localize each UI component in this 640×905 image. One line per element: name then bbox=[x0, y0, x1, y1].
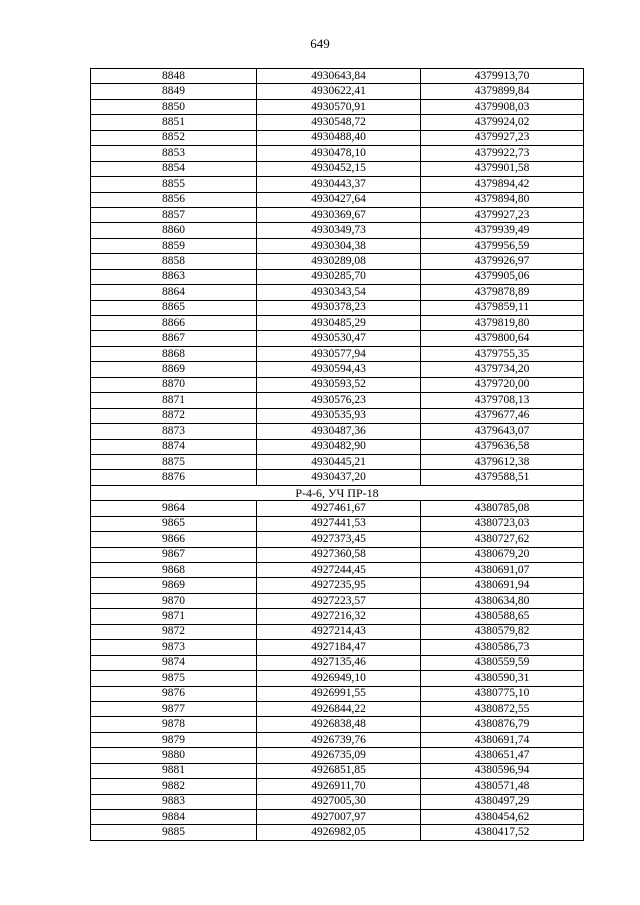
table-row bbox=[91, 655, 584, 670]
x-coordinate-cell: 4926949,10 bbox=[257, 671, 421, 686]
x-coordinate-cell: 4927461,67 bbox=[257, 501, 421, 516]
x-coordinate-cell: 4930485,29 bbox=[257, 316, 421, 331]
y-coordinate-cell: 4380596,94 bbox=[421, 763, 584, 778]
x-coordinate-cell: 4930304,38 bbox=[257, 238, 421, 253]
point-number-cell: 8851 bbox=[91, 115, 257, 130]
x-coordinate-cell: 4927005,30 bbox=[257, 794, 421, 809]
y-coordinate-cell: 4379588,51 bbox=[421, 470, 584, 485]
table-row bbox=[91, 130, 584, 145]
table-row bbox=[91, 316, 584, 331]
x-coordinate-cell: 4930577,94 bbox=[257, 346, 421, 361]
y-coordinate-cell: 4379878,89 bbox=[421, 285, 584, 300]
x-coordinate-cell: 4930437,20 bbox=[257, 470, 421, 485]
point-number-cell: 9880 bbox=[91, 748, 257, 763]
x-coordinate-cell: 4927223,57 bbox=[257, 593, 421, 608]
table-row bbox=[91, 346, 584, 361]
point-number-cell: 9885 bbox=[91, 825, 257, 840]
table-row bbox=[91, 207, 584, 222]
y-coordinate-cell: 4379859,11 bbox=[421, 300, 584, 315]
y-coordinate-cell: 4380691,94 bbox=[421, 578, 584, 593]
section-header-row bbox=[91, 485, 584, 500]
point-number-cell: 9870 bbox=[91, 593, 257, 608]
x-coordinate-cell: 4926911,70 bbox=[257, 779, 421, 794]
table-row bbox=[91, 285, 584, 300]
y-coordinate-cell: 4379720,00 bbox=[421, 377, 584, 392]
y-coordinate-cell: 4380588,65 bbox=[421, 609, 584, 624]
y-coordinate-cell: 4379800,64 bbox=[421, 331, 584, 346]
x-coordinate-cell: 4927214,43 bbox=[257, 624, 421, 639]
x-coordinate-cell: 4927216,32 bbox=[257, 609, 421, 624]
table-row bbox=[91, 146, 584, 161]
x-coordinate-cell: 4930622,41 bbox=[257, 84, 421, 99]
y-coordinate-cell: 4380723,03 bbox=[421, 516, 584, 531]
table-row bbox=[91, 192, 584, 207]
page-number: 649 bbox=[310, 36, 330, 51]
y-coordinate-cell: 4379924,02 bbox=[421, 115, 584, 130]
y-coordinate-cell: 4379899,84 bbox=[421, 84, 584, 99]
y-coordinate-cell: 4380571,48 bbox=[421, 779, 584, 794]
table-row bbox=[91, 84, 584, 99]
y-coordinate-cell: 4379939,49 bbox=[421, 223, 584, 238]
point-number-cell: 9874 bbox=[91, 655, 257, 670]
point-number-cell: 8865 bbox=[91, 300, 257, 315]
table-row bbox=[91, 454, 584, 469]
x-coordinate-cell: 4927007,97 bbox=[257, 810, 421, 825]
point-number-cell: 9878 bbox=[91, 717, 257, 732]
y-coordinate-cell: 4379612,38 bbox=[421, 454, 584, 469]
table-row bbox=[91, 794, 584, 809]
table-row bbox=[91, 331, 584, 346]
y-coordinate-cell: 4380497,29 bbox=[421, 794, 584, 809]
x-coordinate-cell: 4930488,40 bbox=[257, 130, 421, 145]
x-coordinate-cell: 4930427,64 bbox=[257, 192, 421, 207]
table-row bbox=[91, 99, 584, 114]
x-coordinate-cell: 4930548,72 bbox=[257, 115, 421, 130]
x-coordinate-cell: 4927235,95 bbox=[257, 578, 421, 593]
point-number-cell: 8869 bbox=[91, 362, 257, 377]
table-row bbox=[91, 701, 584, 716]
table-row bbox=[91, 578, 584, 593]
x-coordinate-cell: 4930443,37 bbox=[257, 177, 421, 192]
point-number-cell: 9883 bbox=[91, 794, 257, 809]
y-coordinate-cell: 4380785,08 bbox=[421, 501, 584, 516]
point-number-cell: 9879 bbox=[91, 732, 257, 747]
point-number-cell: 8873 bbox=[91, 424, 257, 439]
point-number-cell: 8863 bbox=[91, 269, 257, 284]
x-coordinate-cell: 4930593,52 bbox=[257, 377, 421, 392]
x-coordinate-cell: 4927184,47 bbox=[257, 640, 421, 655]
table-row bbox=[91, 393, 584, 408]
point-number-cell: 8848 bbox=[91, 69, 257, 84]
point-number-cell: 8864 bbox=[91, 285, 257, 300]
table-row bbox=[91, 269, 584, 284]
table-row bbox=[91, 563, 584, 578]
table-row bbox=[91, 439, 584, 454]
x-coordinate-cell: 4926838,48 bbox=[257, 717, 421, 732]
table-row bbox=[91, 779, 584, 794]
table-row bbox=[91, 161, 584, 176]
table-row bbox=[91, 532, 584, 547]
y-coordinate-cell: 4379908,03 bbox=[421, 99, 584, 114]
coordinates-table-body bbox=[91, 69, 584, 841]
y-coordinate-cell: 4380454,62 bbox=[421, 810, 584, 825]
point-number-cell: 8868 bbox=[91, 346, 257, 361]
y-coordinate-cell: 4380417,52 bbox=[421, 825, 584, 840]
point-number-cell: 8870 bbox=[91, 377, 257, 392]
point-number-cell: 8858 bbox=[91, 254, 257, 269]
section-title: Р-4-6, УЧ ПР-18 bbox=[91, 485, 584, 500]
x-coordinate-cell: 4930530,47 bbox=[257, 331, 421, 346]
point-number-cell: 8854 bbox=[91, 161, 257, 176]
point-number-cell: 8872 bbox=[91, 408, 257, 423]
x-coordinate-cell: 4930594,43 bbox=[257, 362, 421, 377]
y-coordinate-cell: 4380651,47 bbox=[421, 748, 584, 763]
y-coordinate-cell: 4379926,97 bbox=[421, 254, 584, 269]
y-coordinate-cell: 4379922,73 bbox=[421, 146, 584, 161]
point-number-cell: 8859 bbox=[91, 238, 257, 253]
x-coordinate-cell: 4927441,53 bbox=[257, 516, 421, 531]
x-coordinate-cell: 4926851,85 bbox=[257, 763, 421, 778]
x-coordinate-cell: 4930535,93 bbox=[257, 408, 421, 423]
y-coordinate-cell: 4379956,59 bbox=[421, 238, 584, 253]
table-row bbox=[91, 825, 584, 840]
point-number-cell: 9873 bbox=[91, 640, 257, 655]
point-number-cell: 8852 bbox=[91, 130, 257, 145]
table-row bbox=[91, 640, 584, 655]
point-number-cell: 9876 bbox=[91, 686, 257, 701]
y-coordinate-cell: 4379901,58 bbox=[421, 161, 584, 176]
table-row bbox=[91, 238, 584, 253]
point-number-cell: 9875 bbox=[91, 671, 257, 686]
y-coordinate-cell: 4379677,46 bbox=[421, 408, 584, 423]
y-coordinate-cell: 4380876,79 bbox=[421, 717, 584, 732]
table-row bbox=[91, 763, 584, 778]
x-coordinate-cell: 4930349,73 bbox=[257, 223, 421, 238]
x-coordinate-cell: 4927373,45 bbox=[257, 532, 421, 547]
point-number-cell: 9865 bbox=[91, 516, 257, 531]
point-number-cell: 8860 bbox=[91, 223, 257, 238]
point-number-cell: 8850 bbox=[91, 99, 257, 114]
x-coordinate-cell: 4927135,46 bbox=[257, 655, 421, 670]
y-coordinate-cell: 4379819,80 bbox=[421, 316, 584, 331]
point-number-cell: 8874 bbox=[91, 439, 257, 454]
x-coordinate-cell: 4930285,70 bbox=[257, 269, 421, 284]
table-row bbox=[91, 501, 584, 516]
point-number-cell: 8866 bbox=[91, 316, 257, 331]
point-number-cell: 8849 bbox=[91, 84, 257, 99]
x-coordinate-cell: 4930369,67 bbox=[257, 207, 421, 222]
x-coordinate-cell: 4930487,36 bbox=[257, 424, 421, 439]
table-row bbox=[91, 69, 584, 84]
y-coordinate-cell: 4379636,58 bbox=[421, 439, 584, 454]
table-row bbox=[91, 593, 584, 608]
table-row bbox=[91, 810, 584, 825]
table-row bbox=[91, 470, 584, 485]
x-coordinate-cell: 4926844,22 bbox=[257, 701, 421, 716]
x-coordinate-cell: 4930570,91 bbox=[257, 99, 421, 114]
x-coordinate-cell: 4930478,10 bbox=[257, 146, 421, 161]
y-coordinate-cell: 4380691,07 bbox=[421, 563, 584, 578]
point-number-cell: 9869 bbox=[91, 578, 257, 593]
table-row bbox=[91, 717, 584, 732]
table-row bbox=[91, 748, 584, 763]
point-number-cell: 8857 bbox=[91, 207, 257, 222]
y-coordinate-cell: 4380634,80 bbox=[421, 593, 584, 608]
y-coordinate-cell: 4380691,74 bbox=[421, 732, 584, 747]
table-row bbox=[91, 516, 584, 531]
coordinates-table bbox=[90, 68, 584, 841]
point-number-cell: 9877 bbox=[91, 701, 257, 716]
point-number-cell: 9882 bbox=[91, 779, 257, 794]
x-coordinate-cell: 4926739,76 bbox=[257, 732, 421, 747]
x-coordinate-cell: 4930378,23 bbox=[257, 300, 421, 315]
x-coordinate-cell: 4926982,05 bbox=[257, 825, 421, 840]
y-coordinate-cell: 4379643,07 bbox=[421, 424, 584, 439]
point-number-cell: 8871 bbox=[91, 393, 257, 408]
table-row bbox=[91, 115, 584, 130]
x-coordinate-cell: 4930643,84 bbox=[257, 69, 421, 84]
point-number-cell: 9864 bbox=[91, 501, 257, 516]
y-coordinate-cell: 4379927,23 bbox=[421, 207, 584, 222]
table-row bbox=[91, 732, 584, 747]
point-number-cell: 8876 bbox=[91, 470, 257, 485]
table-row bbox=[91, 424, 584, 439]
point-number-cell: 9868 bbox=[91, 563, 257, 578]
x-coordinate-cell: 4930445,21 bbox=[257, 454, 421, 469]
table-row bbox=[91, 300, 584, 315]
y-coordinate-cell: 4379905,06 bbox=[421, 269, 584, 284]
y-coordinate-cell: 4380679,20 bbox=[421, 547, 584, 562]
x-coordinate-cell: 4930482,90 bbox=[257, 439, 421, 454]
point-number-cell: 9881 bbox=[91, 763, 257, 778]
y-coordinate-cell: 4380775,10 bbox=[421, 686, 584, 701]
table-row bbox=[91, 362, 584, 377]
table-row bbox=[91, 671, 584, 686]
table-row bbox=[91, 377, 584, 392]
point-number-cell: 8855 bbox=[91, 177, 257, 192]
x-coordinate-cell: 4930452,15 bbox=[257, 161, 421, 176]
table-row bbox=[91, 177, 584, 192]
y-coordinate-cell: 4379913,70 bbox=[421, 69, 584, 84]
table-row bbox=[91, 408, 584, 423]
y-coordinate-cell: 4379894,42 bbox=[421, 177, 584, 192]
point-number-cell: 9866 bbox=[91, 532, 257, 547]
point-number-cell: 8856 bbox=[91, 192, 257, 207]
x-coordinate-cell: 4927244,45 bbox=[257, 563, 421, 578]
point-number-cell: 8853 bbox=[91, 146, 257, 161]
point-number-cell: 8867 bbox=[91, 331, 257, 346]
y-coordinate-cell: 4379708,13 bbox=[421, 393, 584, 408]
y-coordinate-cell: 4379927,23 bbox=[421, 130, 584, 145]
x-coordinate-cell: 4930343,54 bbox=[257, 285, 421, 300]
y-coordinate-cell: 4380579,82 bbox=[421, 624, 584, 639]
point-number-cell: 9871 bbox=[91, 609, 257, 624]
table-row bbox=[91, 223, 584, 238]
table-row bbox=[91, 254, 584, 269]
y-coordinate-cell: 4379755,35 bbox=[421, 346, 584, 361]
x-coordinate-cell: 4926735,09 bbox=[257, 748, 421, 763]
table-row bbox=[91, 686, 584, 701]
y-coordinate-cell: 4380727,62 bbox=[421, 532, 584, 547]
table-row bbox=[91, 609, 584, 624]
y-coordinate-cell: 4380559,59 bbox=[421, 655, 584, 670]
table-row bbox=[91, 624, 584, 639]
point-number-cell: 8875 bbox=[91, 454, 257, 469]
y-coordinate-cell: 4380590,31 bbox=[421, 671, 584, 686]
y-coordinate-cell: 4379894,80 bbox=[421, 192, 584, 207]
y-coordinate-cell: 4380872,55 bbox=[421, 701, 584, 716]
point-number-cell: 9884 bbox=[91, 810, 257, 825]
y-coordinate-cell: 4380586,73 bbox=[421, 640, 584, 655]
x-coordinate-cell: 4926991,55 bbox=[257, 686, 421, 701]
table-row bbox=[91, 547, 584, 562]
point-number-cell: 9867 bbox=[91, 547, 257, 562]
y-coordinate-cell: 4379734,20 bbox=[421, 362, 584, 377]
x-coordinate-cell: 4930289,08 bbox=[257, 254, 421, 269]
x-coordinate-cell: 4930576,23 bbox=[257, 393, 421, 408]
point-number-cell: 9872 bbox=[91, 624, 257, 639]
x-coordinate-cell: 4927360,58 bbox=[257, 547, 421, 562]
